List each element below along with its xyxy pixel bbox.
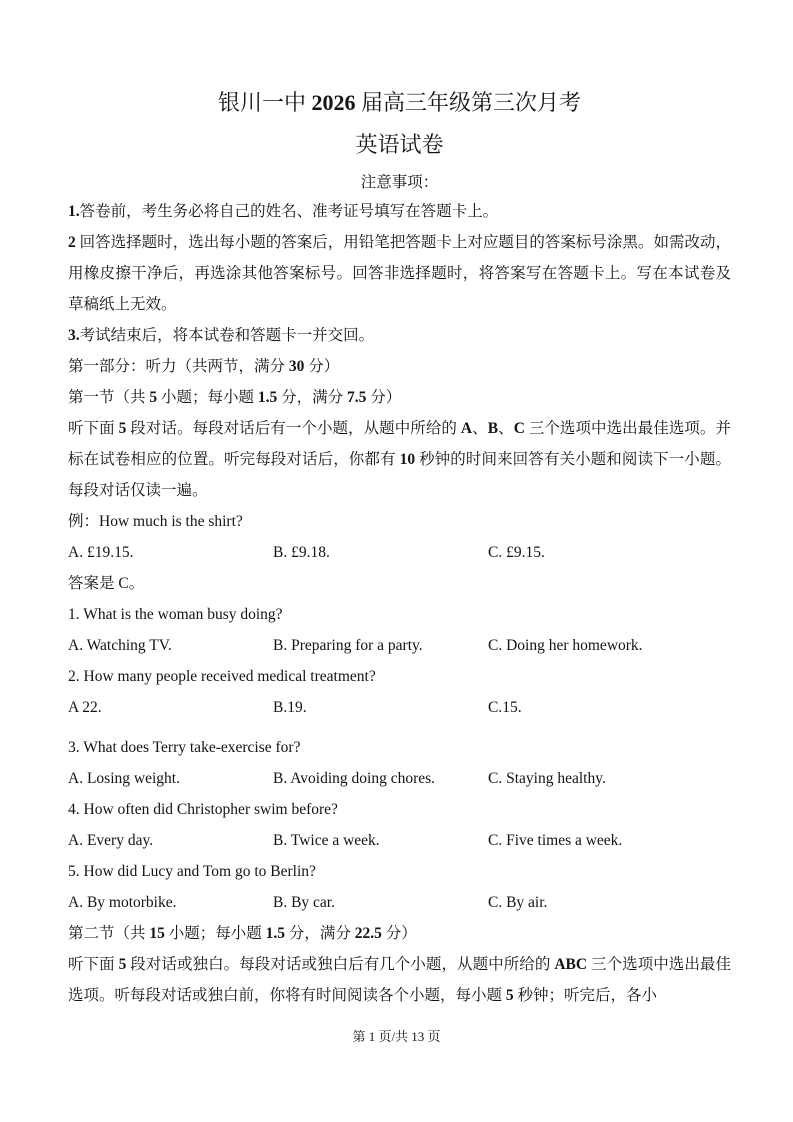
example-option-a: A. £19.15. [68,544,134,561]
notice-item-1: 1.答卷前，考生务必将自己的姓名、准考证号填写在答题卡上。 [68,203,499,220]
question-1-option-c: C. Doing her homework. [488,637,643,654]
question-3 [68,732,731,794]
question-2 [68,661,731,723]
question-5 [68,856,731,918]
example-option-c: C. £9.15. [488,544,545,561]
question-4-options-row [68,825,731,856]
exam-title: 银川一中 2026 届高三年级第三次月考 [217,90,582,115]
example-options-row [68,537,731,568]
question-4-prompt: 4. How often did Christopher swim before? [68,801,338,818]
example-answer: 答案是 C。 [68,575,145,592]
question-4-option-c: C. Five times a week. [488,832,623,849]
question-5-option-b: B. By car. [273,894,335,911]
question-1-option-a: A. Watching TV. [68,637,172,654]
question-2-prompt: 2. How many people received medical treatment? [68,668,376,685]
question-3-option-a: A. Losing weight. [68,770,180,787]
question-3-option-b: B. Avoiding doing chores. [273,770,436,787]
notice-item-3: 3.考试结束后，将本试卷和答题卡一并交回。 [68,327,375,344]
section1-instructions: 听下面 5 段对话。每段对话后有一个小题，从题中所给的 A、B、C 三个选项中选出最佳选项。并标在试卷相应的位置。听完每段对话后，你都有 10 秒钟的时间来回答有关小题和阅读下一小题。每段对话仅读一遍。 [68,420,731,499]
question-1-prompt: 1. What is the woman busy doing? [68,606,283,623]
question-5-option-a: A. By motorbike. [68,894,177,911]
question-5-options-row [68,887,731,918]
question-4-option-b: B. Twice a week. [273,832,380,849]
question-2-option-c: C.15. [488,699,522,716]
question-1-option-b: B. Preparing for a party. [273,637,423,654]
question-2-option-b: B.19. [273,699,307,716]
question-1-options-row [68,630,731,661]
section2-instructions: 听下面 5 段对话或独白。每段对话或独白后有几个小题，从题中所给的 ABC 三个选项中选出最佳选项。听每段对话或独白前，你将有时间阅读各个小题，每小题 5 秒钟；听完后，各小 [68,956,731,1004]
part1-heading: 第一部分：听力（共两节，满分 30 分） [68,358,340,375]
section2-heading: 第二节（共 15 小题；每小题 1.5 分，满分 22.5 分） [68,925,417,942]
example-option-b: B. £9.18. [273,544,330,561]
question-2-options-row [68,692,731,723]
example-prompt: 例：How much is the shirt? [68,513,243,530]
question-3-prompt: 3. What does Terry take-exercise for? [68,739,301,756]
question-4-option-a: A. Every day. [68,832,154,849]
question-2-option-a: A 22. [68,699,102,716]
notice-heading: 注意事项： [360,174,439,191]
question-5-option-c: C. By air. [488,894,548,911]
question-3-options-row [68,763,731,794]
notice-item-2: 2 回答选择题时，选出每小题的答案后，用铅笔把答题卡上对应题目的答案标号涂黑。如需改动，用橡皮擦干净后，再选涂其他答案标号。回答非选择题时，将答案写在答题卡上。写在本试卷及草稿纸上无效。 [68,234,731,313]
exam-subtitle: 英语试卷 [355,132,444,157]
section1-heading: 第一节（共 5 小题；每小题 1.5 分，满分 7.5 分） [68,389,402,406]
question-3-option-c: C. Staying healthy. [488,770,606,787]
page-footer: 第 1 页/共 13 页 [352,1029,441,1044]
question-5-prompt: 5. How did Lucy and Tom go to Berlin? [68,863,316,880]
question-4 [68,794,731,856]
question-1 [68,599,731,661]
